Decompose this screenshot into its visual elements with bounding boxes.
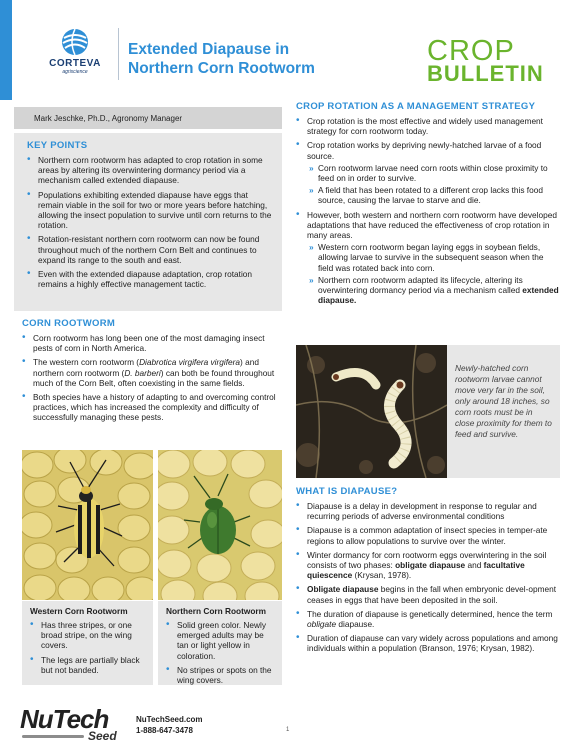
northern-rootworm-photo [158,450,282,600]
crop-rotation-list [296,116,560,305]
corn-rootworm-list [22,333,284,423]
text-run: ) and northern corn rootworm ( [33,357,259,378]
key-points-list [27,155,272,289]
list-item: • Even with the extended diapause adaptation, crop rotation remains a highly effective management tactic. [27,269,272,289]
northern-list [166,620,276,685]
page-title [128,40,348,78]
text-run: Winter dormancy for corn rootworm eggs overwintering in the soil consists of two phases: [307,549,547,571]
author-bar: Mark Jeschke, Ph.D., Agronomy Manager [14,107,282,129]
western-list [30,620,147,675]
northern-info-box [158,601,282,685]
header-divider [118,28,119,80]
list-item: • Duration of diapause can vary widely across populations and among individuals within a population (Branson, 1976; Krysan, 1982). [296,633,560,653]
western-heading: Western Corn Rootworm [30,606,128,616]
text-run: and [465,560,484,571]
sub-list [307,242,560,305]
sub-list-item: » Western corn rootworm began laying eggs in soybean fields, allowing larvae to survive in the subsequent season when the field was rotated back into corn. [307,242,560,273]
list-item: • Northern corn rootworm has adapted to crop rotation in some areas by altering its overwintering dormancy period via a mechanism called extended diapause. [27,155,272,186]
logo-sub: Seed [88,729,117,743]
list-item [296,550,560,581]
corteva-logo [40,28,110,88]
bulletin-label: BULLETIN [427,61,544,86]
text-run: Northern corn rootworm adapted its lifecycle, altering its overwintering dormancy period via a mechanism called [318,274,523,296]
list-item: • The legs are partially black but not banded. [30,655,147,675]
bold-term: facultative quiescence [307,560,525,581]
list-item: • No stripes or spots on the wing covers. [166,665,276,685]
bold-term: Obligate diapause [307,584,379,595]
list-item: • Diapause is a delay in development in response to regular and recurring periods of adverse environmental conditions [296,501,560,521]
list-item: • Diapause is a common adaptation of insect species in temper-ate regions to allow populations to survive over the winter. [296,525,560,545]
accent-bar [0,0,12,100]
species-name: Diabrotica virgifera virgifera [139,357,241,368]
western-info-box [22,601,153,685]
list-item: • Solid green color. Newly emerged adults may be tan or light yellow in coloration. [166,620,276,661]
northern-heading: Northern Corn Rootworm [166,606,267,616]
corn-rootworm-section [22,318,284,423]
logo-main: NuTech [20,704,109,734]
list-item [22,357,284,388]
list-item [296,584,560,604]
list-item: • Corn rootworm has long been one of the most damaging insect pests of corn in North America. [22,333,284,353]
brand-sub: agriscience [62,69,88,75]
crop-rotation-heading: CROP ROTATION AS A MANAGEMENT STRATEGY [296,101,536,112]
italic-term: obligate [307,619,337,630]
list-item: • Crop rotation is the most effective and widely used management strategy for corn rootworm today. [296,116,560,136]
crop-label: CROP [427,35,515,67]
sub-list-item [307,275,560,306]
bold-term: extended diapause. [318,285,559,306]
nutech-logo [20,706,130,746]
website-link[interactable]: NuTechSeed.com [136,715,203,724]
diapause-list [296,501,560,654]
larvae-caption: Newly-hatched corn rootworm larvae cannot move very far in the soil, only around 18 inches, so corn roots must be in close proximity for them to feed and survive. [447,345,560,478]
text-run: begins in the fall when embryonic devel-opment ceases in eggs that have been deposited in the soil. [307,584,557,605]
text-run: The duration of diapause is genetically determined, hence the term [307,608,553,619]
text-run: ) can both be found throughout much of the Corn Belt, often coexisting in the same fields. [33,367,275,388]
footer-contact [136,714,203,736]
list-item: • Rotation-resistant northern corn rootworm can now be found throughout much of the northern Corn Belt and continues to expand its range to the south and east. [27,234,272,265]
list-item [296,140,560,205]
diapause-section [296,486,560,654]
key-points-heading: KEY POINTS [27,140,88,151]
sub-list-item: » A field that has been rotated to a different crop lacks this food source, causing the larvae to starve and die. [307,185,560,205]
page-number: 1 [286,727,290,733]
text-run: However, both western and northern corn rootworm have developed adaptations that have reduced the effectiveness of crop rotation in many areas. [307,209,557,241]
larvae-photo [296,345,447,478]
text-run: The western corn rootworm ( [33,357,140,368]
bold-term: obligate diapause [395,560,466,571]
page-header [0,0,577,100]
text-run: Crop rotation works by depriving newly-hatched larvae of a food source. [307,140,542,161]
logo-swoosh [22,735,84,738]
species-name: D. barberi [124,367,161,378]
list-item: • Both species have a history of adapting to and overcoming control practices, which has increased the complexity and difficulty of successfully managing these pests. [22,392,284,423]
corteva-globe-icon [61,28,89,56]
title-line-1: Extended Diapause in [128,41,290,58]
crop-rotation-section [296,101,560,305]
phone-number: 1-888-647-3478 [136,726,193,735]
western-rootworm-photo [22,450,153,600]
list-item: • Has three stripes, or one broad stripe, on the wing covers. [30,620,147,651]
list-item: • Populations exhibiting extended diapause have eggs that remain viable in the soil for two or more years before hatching, allowing the insect population to survive until corn returns to the rotation. [27,190,272,231]
sub-list-item: » Corn rootworm larvae need corn roots within close proximity to feed on in order to survive. [307,163,560,183]
text-run: diapause. [336,619,375,630]
corn-rootworm-heading: CORN ROOTWORM [22,318,116,329]
list-item [296,210,560,306]
title-line-2: Northern Corn Rootworm [128,60,315,77]
diapause-heading: WHAT IS DIAPAUSE? [296,486,398,497]
sub-list [307,163,560,206]
key-points-box [14,133,282,311]
brand-name: CORTEVA [49,58,101,69]
list-item [296,609,560,629]
text-run: (Krysan, 1978). [352,570,412,581]
